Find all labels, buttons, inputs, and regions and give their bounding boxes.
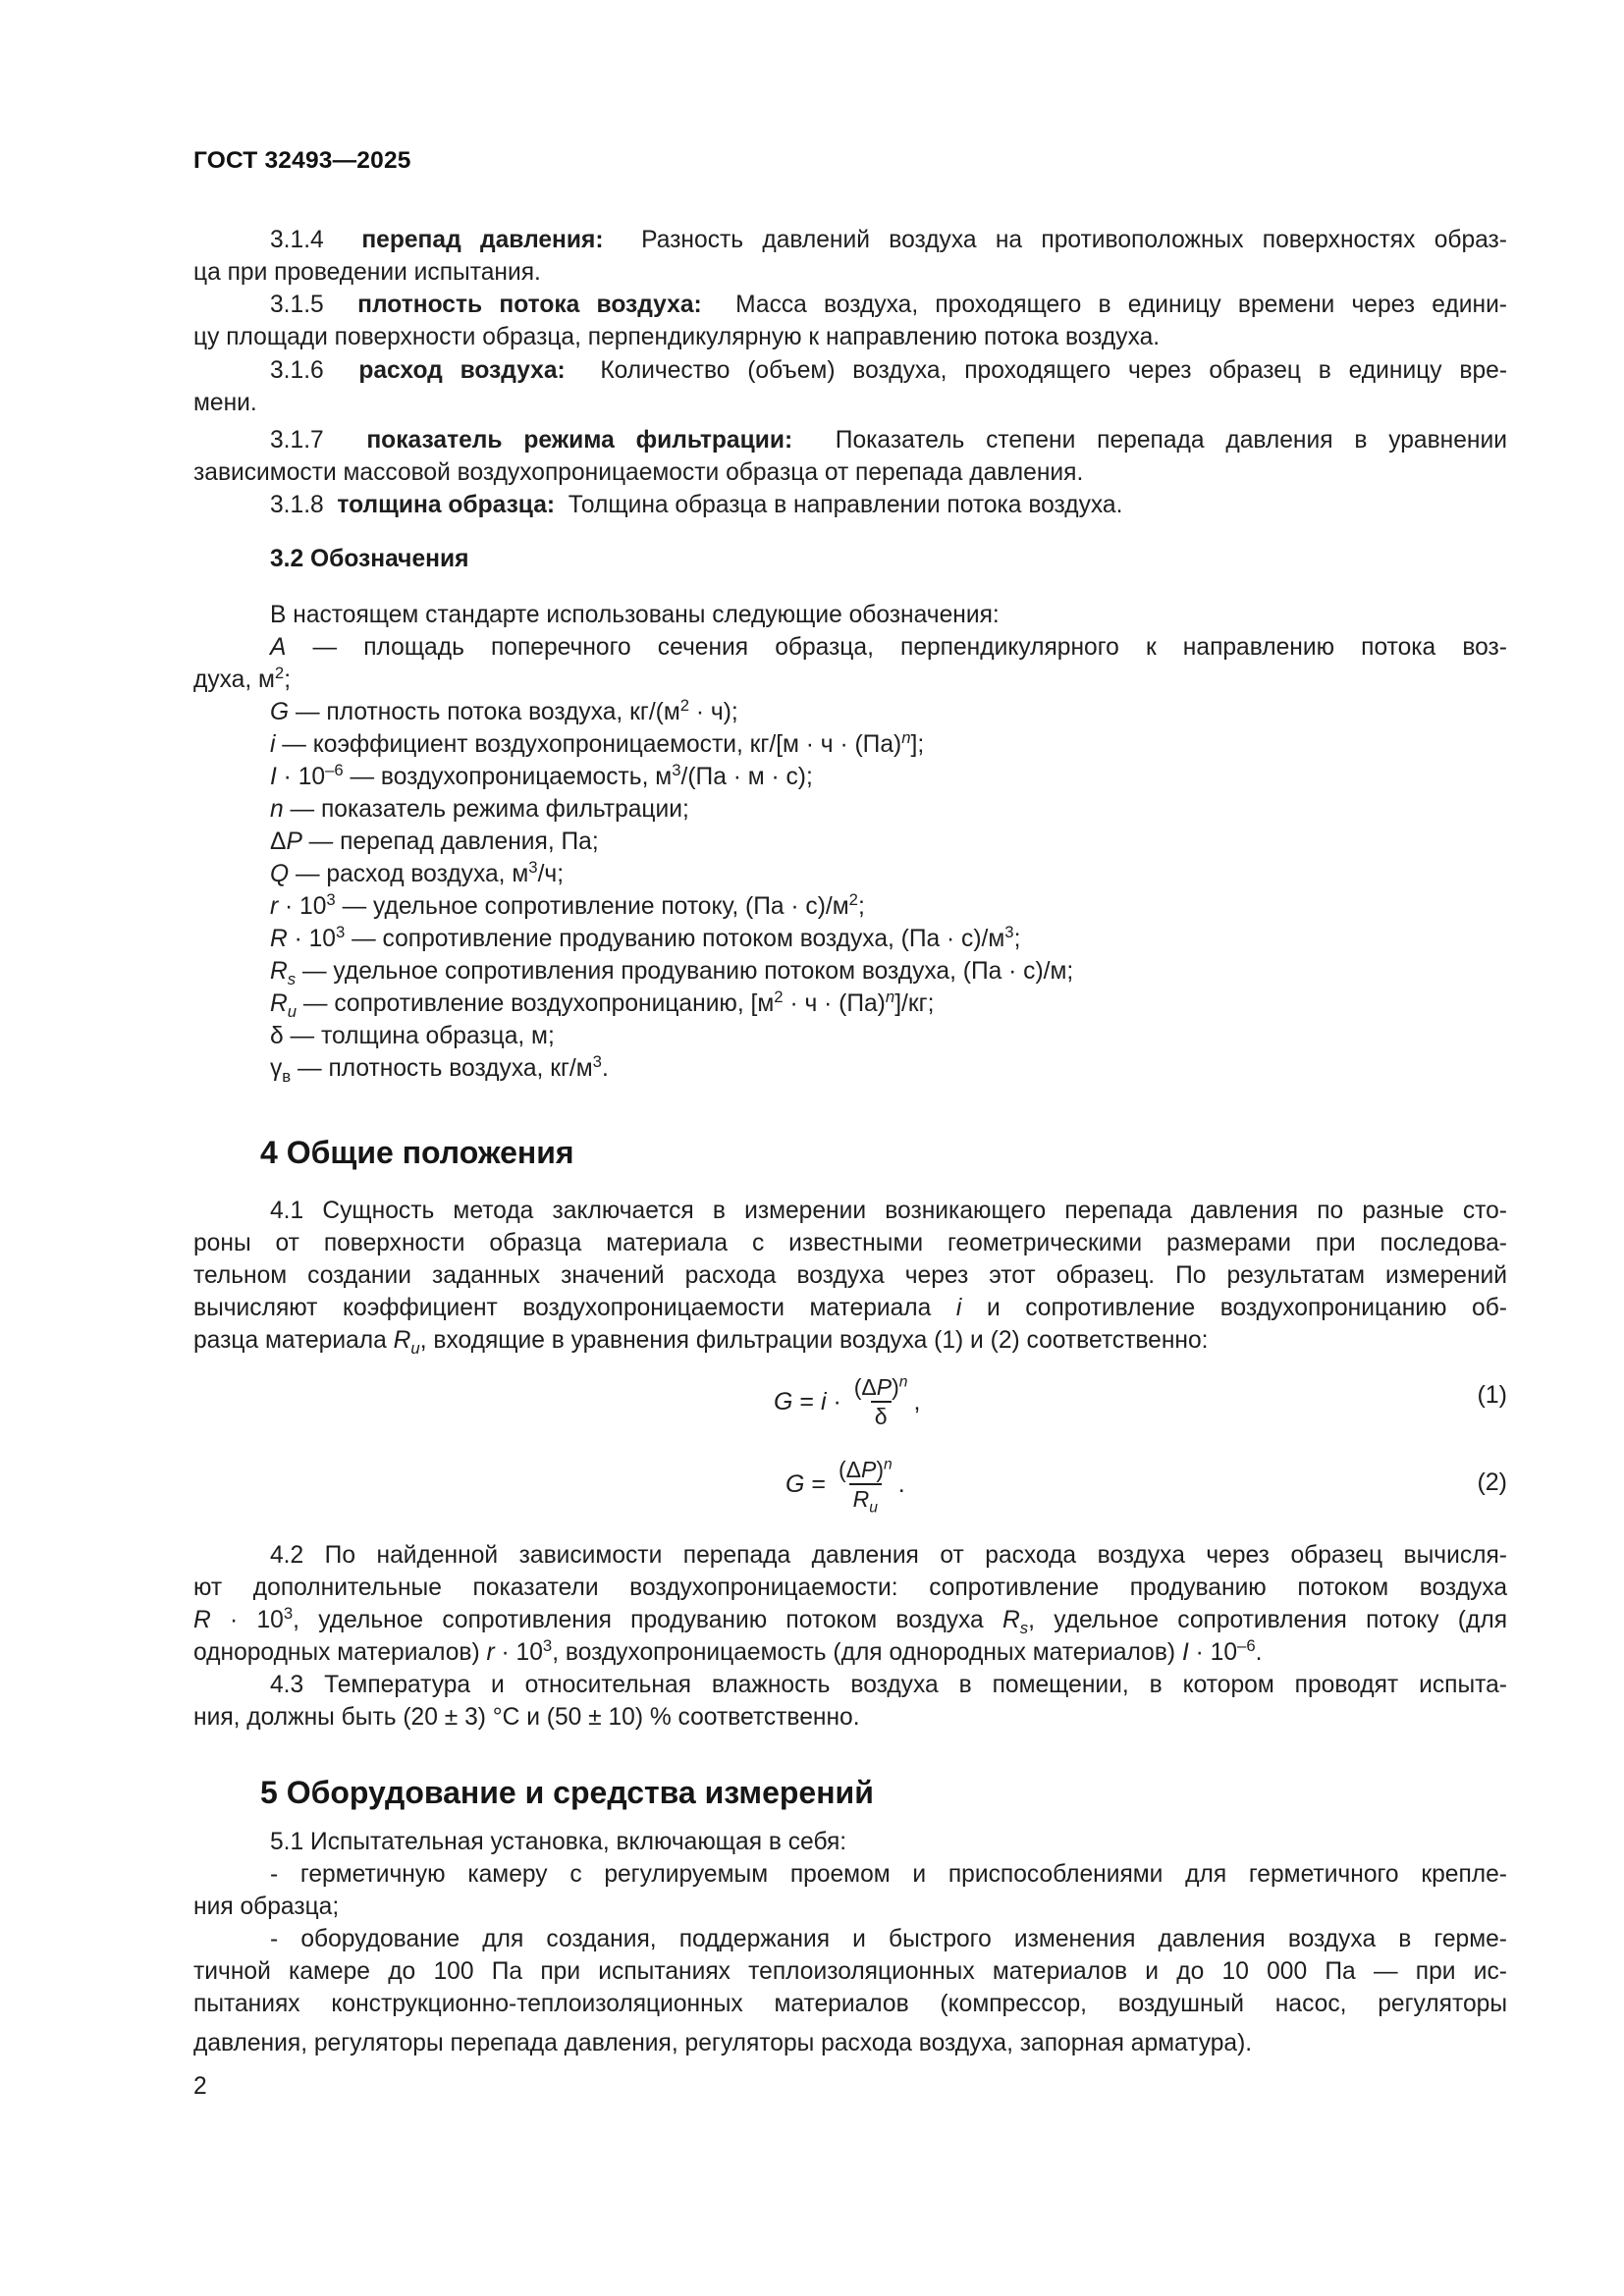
symbol: γ (270, 1055, 283, 1082)
symbol: r (270, 893, 279, 920)
symbol-desc: · 10 (276, 764, 326, 790)
symbol-desc: — показатель режима фильтрации; (283, 796, 689, 823)
equals-sign: = (804, 1469, 833, 1498)
superscript: 2 (679, 695, 690, 715)
subscript: u (869, 1499, 878, 1517)
subscript: s (287, 969, 297, 988)
symbol: P (286, 828, 302, 855)
superscript: 3 (283, 1603, 294, 1623)
equals-sign: = (792, 1387, 821, 1415)
symbol-desc: — площадь поперечного сечения образца, перпендикулярного к направлению потока воз- (286, 634, 1507, 661)
symbol: I (270, 764, 277, 790)
formula-lhs: G (774, 1387, 793, 1415)
text: · 10 (210, 1607, 284, 1633)
term-definition: Масса воздуха, проходящего в единицу времени через едини- (735, 292, 1507, 318)
list-item-1-line2: ния образца; (193, 1894, 340, 1920)
numerator (835, 1456, 896, 1483)
text: · 10 (494, 1639, 543, 1666)
symbol: I (1181, 1639, 1189, 1666)
term-definition: Толщина образца в направлении потока воздуха. (568, 492, 1123, 518)
superscript: 3 (326, 889, 336, 909)
symbol: i (270, 731, 276, 758)
subsection-heading-3-2: 3.2 Обозначения (270, 546, 469, 572)
symbol-A (270, 631, 1507, 664)
symbol-desc: /ч; (537, 861, 565, 887)
text: (Δ (838, 1457, 861, 1482)
symbol-delta-P (270, 826, 1507, 858)
symbol-desc: ; (857, 893, 865, 920)
document-header: ГОСТ 32493—2025 (193, 147, 411, 174)
subscript: s (1019, 1618, 1029, 1637)
superscript: n (901, 727, 911, 747)
text: и сопротивление воздухопроницанию об- (986, 1295, 1507, 1321)
symbol-Ru (270, 988, 1507, 1020)
para-4-1-line3: тельном создании заданных значений расхода воздуха через этот образец. По результатам измерений (193, 1262, 1507, 1289)
superscript: n (884, 1456, 893, 1473)
symbol-desc: ]; (910, 731, 925, 758)
superscript: –6 (1237, 1635, 1256, 1655)
term-definition: Разность давлений воздуха на противоположных поверхностях образ- (641, 227, 1507, 253)
symbol-desc: — удельное сопротивление потоку, (Па · с)/м (335, 893, 849, 920)
symbol: R (1001, 1607, 1020, 1633)
symbol-desc: — плотность потока воздуха, кг/(м (289, 699, 680, 725)
symbol-desc: — удельное сопротивления продуванию потоком воздуха, (Па · с)/м; (296, 958, 1074, 985)
text: R (852, 1486, 870, 1512)
term-name: толщина образца: (337, 492, 556, 518)
symbol-r (270, 890, 1507, 923)
symbol: R (270, 958, 288, 985)
term-name: расход воздуха: (358, 357, 566, 384)
text: , воздухопроницаемость (для однородных материалов) (552, 1639, 1182, 1666)
symbol-desc: · 10 (278, 893, 327, 920)
symbol-R (270, 923, 1507, 955)
symbol-Q (270, 858, 1507, 890)
para-4-1-line1: 4.1 Сущность метода заключается в измерении возникающего перепада давления по разные сто- (270, 1198, 1507, 1224)
text: вычисляют коэффициент воздухопроницаемости материала (193, 1295, 932, 1321)
term-3-1-4 (270, 224, 1507, 256)
symbol-delta (270, 1020, 1507, 1052)
text: однородных материалов) (193, 1639, 487, 1666)
symbol: A (270, 634, 287, 661)
symbol-desc: · ч); (689, 699, 738, 725)
symbol: R (393, 1327, 411, 1354)
term-name: плотность потока воздуха: (357, 292, 702, 318)
subscript: u (287, 1001, 298, 1021)
symbol-desc: — сопротивление воздухопроницанию, [м (297, 990, 775, 1017)
para-4-2-line3 (193, 1604, 1507, 1636)
term-name: показатель режима фильтрации: (366, 427, 793, 454)
superscript: 2 (274, 663, 285, 682)
formula-1 (774, 1372, 920, 1431)
symbol-desc: ; (1013, 926, 1021, 952)
symbol-desc: — сопротивление продуванию потоком воздуха, (Па · с)/м (345, 926, 1005, 952)
term-3-1-4-cont: ца при проведении испытания. (193, 259, 541, 286)
para-4-2-line1: 4.2 По найденной зависимости перепада давления от расхода воздуха через образец вычисля- (270, 1542, 1507, 1569)
text: · 10 (1188, 1639, 1238, 1666)
subscript: u (410, 1338, 420, 1358)
symbol-desc: духа, м (193, 667, 275, 693)
text: разца материала (193, 1327, 387, 1354)
symbol-desc: — воздухопроницаемость, м (343, 764, 673, 790)
symbol: R (270, 990, 288, 1017)
symbol-desc: — коэффициент воздухопроницаемости, кг/[м · ч · (Па) (275, 731, 902, 758)
text: δ (874, 1404, 888, 1429)
term-3-1-5 (270, 289, 1507, 321)
text: P (876, 1374, 893, 1400)
symbol-n (270, 793, 1507, 826)
term-3-1-8 (270, 489, 1507, 521)
symbol: i (955, 1295, 962, 1321)
superscript: 3 (335, 922, 346, 941)
text: , удельное сопротивления потоку (для (1028, 1607, 1508, 1633)
text: ) (892, 1374, 899, 1400)
subscript: в (282, 1066, 292, 1086)
text: ) (876, 1457, 884, 1482)
symbol-desc: · ч · (Па) (783, 990, 886, 1017)
superscript: 3 (592, 1051, 602, 1071)
term-number: 3.1.5 (270, 292, 324, 318)
symbol: G (270, 699, 290, 725)
denominator (849, 1483, 882, 1517)
symbol-G (270, 696, 1507, 728)
text: . (1255, 1639, 1263, 1666)
symbol-I (270, 761, 1507, 793)
term-definition: Количество (объем) воздуха, проходящего через образец в единицу вре- (600, 357, 1508, 384)
symbol: n (270, 796, 284, 823)
superscript: 2 (774, 987, 784, 1006)
para-5-1: 5.1 Испытательная установка, включающая в себя: (270, 1829, 847, 1855)
punct: , (913, 1387, 921, 1415)
text: P (860, 1457, 877, 1482)
term-number: 3.1.6 (270, 357, 324, 384)
symbol-desc: . (601, 1055, 609, 1082)
equation-number-1: (1) (1477, 1381, 1507, 1409)
term-3-1-6 (270, 354, 1507, 387)
formula-factor: i (820, 1387, 827, 1415)
numerator (850, 1373, 912, 1401)
section-heading-4: 4 Общие положения (260, 1135, 574, 1170)
symbol-desc: ; (284, 667, 292, 693)
symbol-desc: — перепад давления, Па; (301, 828, 599, 855)
superscript: –6 (325, 760, 344, 779)
para-4-2-line4 (193, 1636, 1507, 1669)
term-number: 3.1.8 (270, 492, 324, 518)
list-item-2-line2: тичной камере до 100 Па при испытаниях теплоизоляционных материалов и до 10 000 Па — при ис- (193, 1958, 1507, 1985)
superscript: n (885, 987, 895, 1006)
term-number: 3.1.4 (270, 227, 324, 253)
list-item-2-line3: пытаниях конструкционно-теплоизоляционных материалов (компрессор, воздушный насос, регуляторы (193, 1991, 1507, 2017)
term-name: перепад давления: (361, 227, 604, 253)
para-4-1-line5 (193, 1324, 1507, 1357)
list-item-1-line1: - герметичную камеру с регулируемым проемом и приспособлениями для герметичного крепле- (270, 1861, 1507, 1888)
symbol: Q (270, 861, 290, 887)
fraction (850, 1373, 912, 1430)
symbol-i (270, 728, 1507, 761)
symbol-A-cont (193, 664, 1507, 696)
section-heading-5: 5 Оборудование и средства измерений (260, 1775, 874, 1810)
formula-2 (785, 1455, 905, 1517)
para-4-3-line2: ния, должны быть (20 ± 3) °С и (50 ± 10) % соответственно. (193, 1704, 860, 1731)
symbol: r (486, 1639, 495, 1666)
symbol: R (193, 1607, 211, 1633)
text: , входящие в уравнения фильтрации воздуха (1) и (2) соответственно: (419, 1327, 1209, 1354)
text: (Δ (853, 1374, 877, 1400)
superscript: 3 (672, 760, 681, 779)
symbol-desc: — толщина образца, м; (283, 1023, 555, 1049)
equation-number-2: (2) (1477, 1468, 1507, 1496)
symbol-desc: — плотность воздуха, кг/м (291, 1055, 593, 1082)
text: , удельное сопротивления продуванию потоком воздуха (293, 1607, 1002, 1633)
superscript: 3 (1004, 922, 1014, 941)
symbol-gamma (270, 1052, 1507, 1085)
symbol: Δ (270, 828, 287, 855)
punct: . (897, 1469, 905, 1498)
para-4-3-line1: 4.3 Температура и относительная влажность воздуха в помещении, в котором проводят испыта- (270, 1672, 1507, 1698)
symbol: δ (270, 1023, 284, 1049)
term-3-1-7-cont: зависимости массовой воздухопроницаемости образца от перепада давления. (193, 459, 1084, 486)
term-3-1-5-cont: цу площади поверхности образца, перпендикулярную к направлению потока воздуха. (193, 324, 1161, 350)
superscript: 2 (848, 889, 858, 909)
para-4-2-line2: ют дополнительные показатели воздухопроницаемости: сопротивление продуванию потоком воздуха (193, 1575, 1507, 1601)
term-3-1-6-cont: мени. (193, 390, 257, 416)
symbol-desc: ]/кг; (894, 990, 935, 1017)
term-definition: Показатель степени перепада давления в уравнении (835, 427, 1507, 454)
page-number: 2 (193, 2073, 207, 2100)
superscript: 3 (528, 857, 538, 877)
list-item-2-line1: - оборудование для создания, поддержания и быстрого изменения давления воздуха в герме- (270, 1926, 1507, 1952)
multiply-dot: · (826, 1387, 848, 1415)
list-item-2-line4: давления, регуляторы перепада давления, регуляторы расхода воздуха, запорная арматура). (193, 2030, 1253, 2056)
para-4-1-line4 (193, 1292, 1507, 1324)
symbol-desc: · 10 (287, 926, 336, 952)
symbols-intro: В настоящем стандарте использованы следующие обозначения: (270, 602, 1000, 628)
symbol-desc: — расход воздуха, м (289, 861, 529, 887)
term-3-1-7 (270, 424, 1507, 456)
symbol-desc: /(Па · м · с); (680, 764, 813, 790)
symbol-Rs (270, 955, 1507, 988)
superscript: n (898, 1373, 908, 1391)
term-number: 3.1.7 (270, 427, 324, 454)
fraction (835, 1456, 896, 1517)
formula-lhs: G (785, 1469, 805, 1498)
para-4-1-line2: роны от поверхности образца материала с известными геометрическими размерами при последова- (193, 1230, 1507, 1256)
denominator (871, 1401, 892, 1430)
symbol: R (270, 926, 288, 952)
superscript: 3 (542, 1635, 553, 1655)
